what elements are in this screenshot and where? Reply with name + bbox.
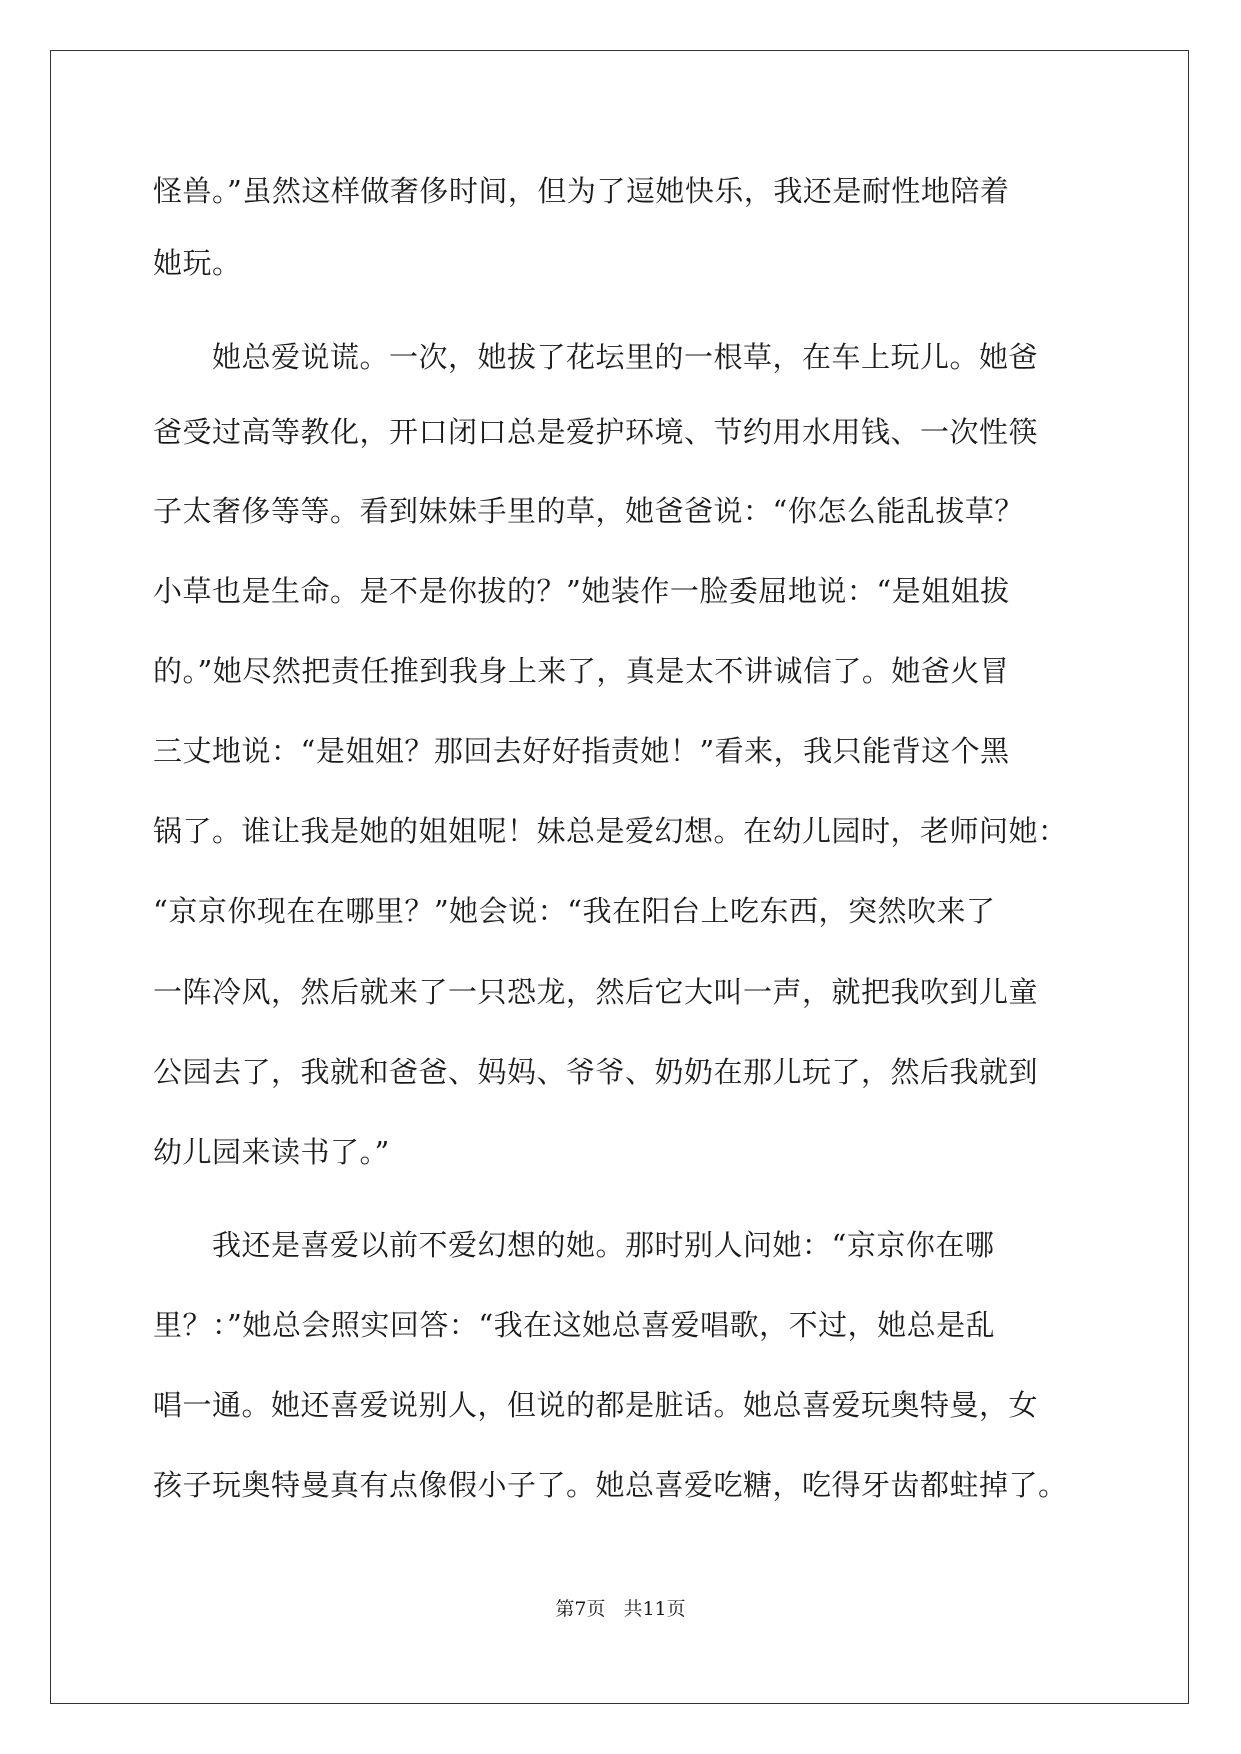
text-line: 里？：”她总会照实回答：“我在这她总喜爱唱歌，不过，她总是乱 [153,1308,996,1342]
page-total: 共11页 [623,1598,686,1620]
text-line: 唱一通。她还喜爱说别人，但说的都是脏话。她总喜爱玩奥特曼，女 [153,1388,1039,1422]
text-line: “京京你现在在哪里？”她会说：“我在阳台上吃东西，突然吹来了 [153,894,996,928]
text-line: 我还是喜爱以前不爱幻想的她。那时别人问她：“京京你在哪 [153,1228,995,1262]
text-line: 孩子玩奥特曼真有点像假小子了。她总喜爱吃糖，吃得牙齿都蛀掉了。 [153,1468,1068,1502]
page-footer [0,1597,1241,1621]
page-number: 第7页 [555,1598,606,1620]
text-line: 她玩。 [153,246,242,280]
text-line: 锅了。谁让我是她的姐姐呢！妹总是爱幻想。在幼儿园时，老师问她： [153,814,1068,848]
text-line: 子太奢侈等等。看到妹妹手里的草，她爸爸说：“你怎么能乱拔草？ [153,494,1024,528]
text-line: 公园去了，我就和爸爸、妈妈、爷爷、奶奶在那儿玩了，然后我就到 [153,1055,1039,1089]
text-line: 怪兽。”虽然这样做奢侈时间，但为了逗她快乐，我还是耐性地陪着 [153,174,1010,208]
text-line: 她总爱说谎。一次，她拔了花坛里的一根草，在车上玩儿。她爸 [153,340,1039,374]
text-line: 幼儿园来读书了。” [153,1135,390,1169]
text-line: 一阵冷风，然后就来了一只恐龙，然后它大叫一声，就把我吹到儿童 [153,975,1039,1009]
text-line: 的。”她尽然把责任推到我身上来了，真是太不讲诚信了。她爸火冒 [153,654,1010,688]
text-line: 小草也是生命。是不是你拔的？”她装作一脸委屈地说：“是姐姐拔 [153,574,1010,608]
text-line: 三丈地说：“是姐姐？那回去好好指责她！”看来，我只能背这个黑 [153,734,1010,768]
text-line: 爸受过高等教化，开口闭口总是爱护环境、节约用水用钱、一次性筷 [153,415,1039,449]
